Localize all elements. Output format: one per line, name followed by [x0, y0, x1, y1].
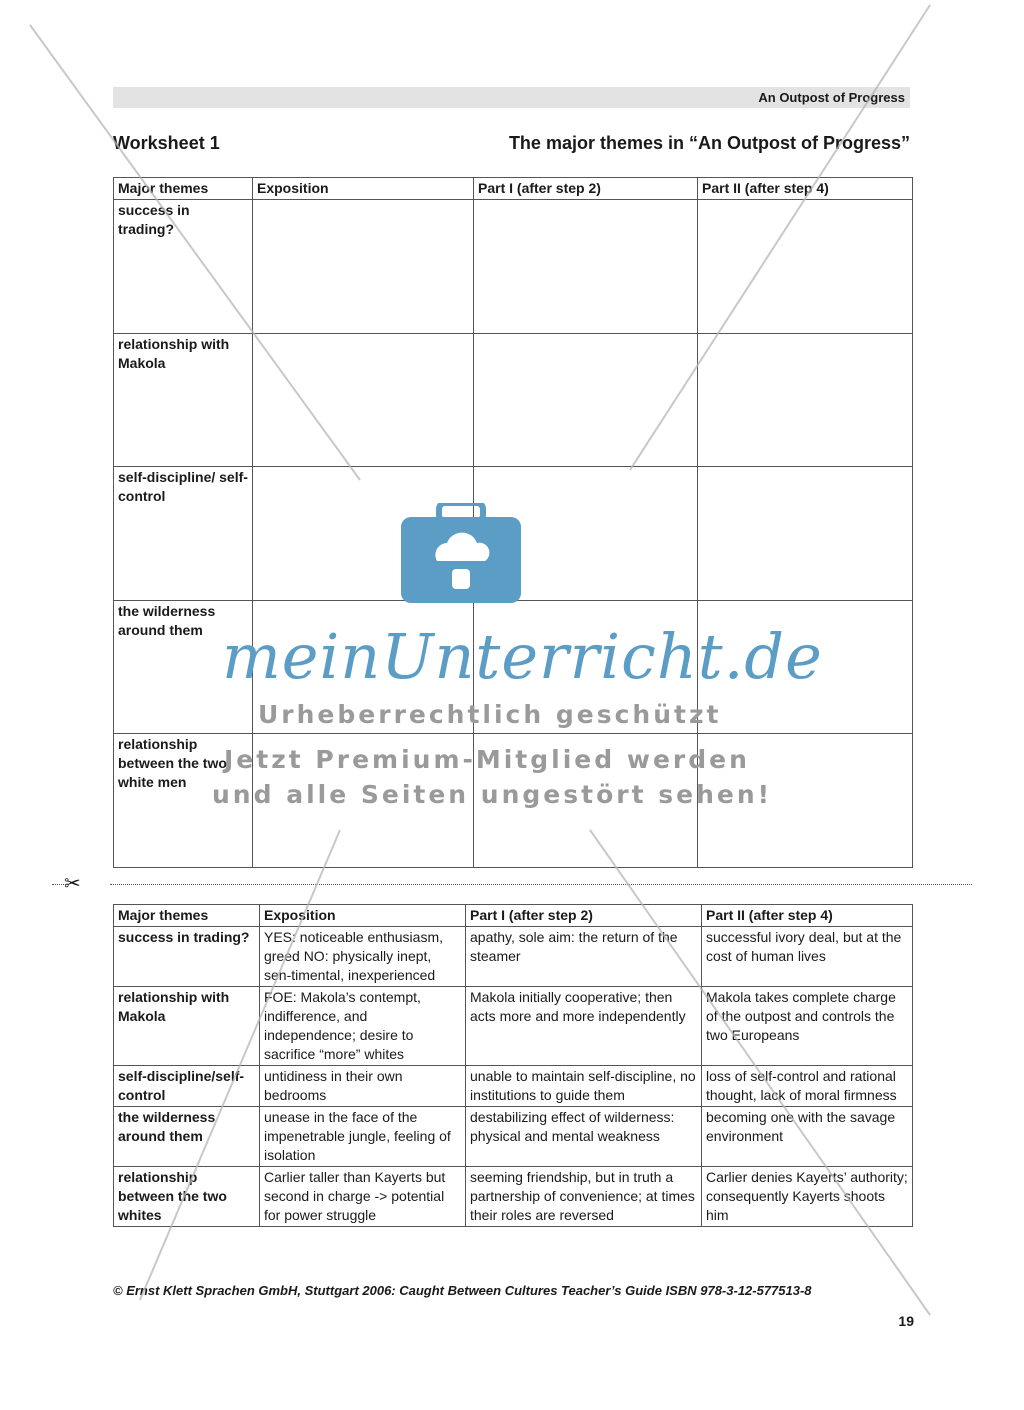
- part1-cell: apathy, sole aim: the return of the steamer: [466, 927, 702, 987]
- table-header-row: [114, 178, 913, 200]
- theme-cell: the wilderness around them: [114, 600, 253, 734]
- column-header: Part II (after step 4): [702, 905, 913, 927]
- exposition-cell: YES: noticeable enthusiasm, greed NO: physically inept, sen-timental, inexperienced: [260, 927, 466, 987]
- column-header: Exposition: [253, 178, 474, 200]
- answer-cell[interactable]: [253, 333, 474, 467]
- theme-cell: self-discipline/ self-control: [114, 467, 253, 601]
- answer-cell[interactable]: [474, 200, 698, 334]
- part2-cell: successful ivory deal, but at the cost of human lives: [702, 927, 913, 987]
- table-row: [114, 200, 913, 334]
- column-header: Part I (after step 2): [466, 905, 702, 927]
- exposition-cell: unease in the face of the impenetrable jungle, feeling of isolation: [260, 1107, 466, 1167]
- answer-cell[interactable]: [698, 200, 913, 334]
- part1-cell: Makola initially cooperative; then acts more and more independently: [466, 987, 702, 1066]
- part1-cell: seeming friendship, but in truth a partnership of convenience; at times their roles are reversed: [466, 1167, 702, 1227]
- theme-cell: success in trading?: [114, 927, 260, 987]
- answer-cell[interactable]: [253, 200, 474, 334]
- theme-cell: the wilderness around them: [114, 1107, 260, 1167]
- column-header: Major themes: [114, 905, 260, 927]
- worksheet-label: Worksheet 1: [113, 133, 220, 153]
- theme-cell: relationship with Makola: [114, 987, 260, 1066]
- column-header: Part II (after step 4): [698, 178, 913, 200]
- exposition-cell: FOE: Makola’s contempt, indifference, and independence; desire to sacrifice “more” whites: [260, 987, 466, 1066]
- part1-cell: unable to maintain self-discipline, no institutions to guide them: [466, 1066, 702, 1107]
- table-row: [114, 927, 913, 987]
- exposition-cell: untidiness in their own bedrooms: [260, 1066, 466, 1107]
- column-header: Exposition: [260, 905, 466, 927]
- part2-cell: becoming one with the savage environment: [702, 1107, 913, 1167]
- column-header: Major themes: [114, 178, 253, 200]
- watermark-line-2: Jetzt Premium-Mitglied werden: [224, 745, 750, 774]
- watermark-line-3: und alle Seiten ungestört sehen!: [212, 780, 773, 809]
- table-row: [114, 1107, 913, 1167]
- cut-line: [110, 884, 972, 885]
- answer-key-table: [113, 904, 913, 1227]
- answer-cell[interactable]: [698, 333, 913, 467]
- answer-cell[interactable]: [474, 333, 698, 467]
- theme-cell: relationship with Makola: [114, 333, 253, 467]
- table-row: [114, 987, 913, 1066]
- table-row: [114, 333, 913, 467]
- part2-cell: Carlier denies Kayerts’ authority; consequently Kayerts shoots him: [702, 1167, 913, 1227]
- scissors-icon: ✂: [64, 873, 81, 895]
- watermark-line-1: Urheberrechtlich geschützt: [258, 700, 722, 729]
- running-title: An Outpost of Progress: [758, 90, 905, 105]
- copyright-notice: © Ernst Klett Sprachen GmbH, Stuttgart 2006: Caught Between Cultures Teacher’s Guide ISBN 978-3-12-577513-8: [113, 1283, 812, 1298]
- cut-line-left: [52, 884, 64, 885]
- theme-cell: self-discipline/self-control: [114, 1066, 260, 1107]
- watermark-brand: meinUnterricht.de: [222, 620, 823, 693]
- table-header-row: [114, 905, 913, 927]
- table-row: [114, 1066, 913, 1107]
- worksheet-title: The major themes in “An Outpost of Progress”: [508, 133, 910, 153]
- table-row: [114, 1167, 913, 1227]
- theme-cell: success in trading?: [114, 200, 253, 334]
- theme-cell: relationship between the two whites: [114, 1167, 260, 1227]
- part1-cell: destabilizing effect of wilderness: physical and mental weakness: [466, 1107, 702, 1167]
- theme-cell: relationship between the two white men: [114, 734, 253, 868]
- column-header: Part I (after step 2): [474, 178, 698, 200]
- answer-cell[interactable]: [698, 467, 913, 601]
- part2-cell: Makola takes complete charge of the outpost and controls the two Europeans: [702, 987, 913, 1066]
- briefcase-cloud-icon: [399, 503, 523, 605]
- page-number: 19: [898, 1313, 914, 1329]
- exposition-cell: Carlier taller than Kayerts but second in charge -> potential for power struggle: [260, 1167, 466, 1227]
- running-header: [113, 87, 910, 108]
- part2-cell: loss of self-control and rational thought, lack of moral firmness: [702, 1066, 913, 1107]
